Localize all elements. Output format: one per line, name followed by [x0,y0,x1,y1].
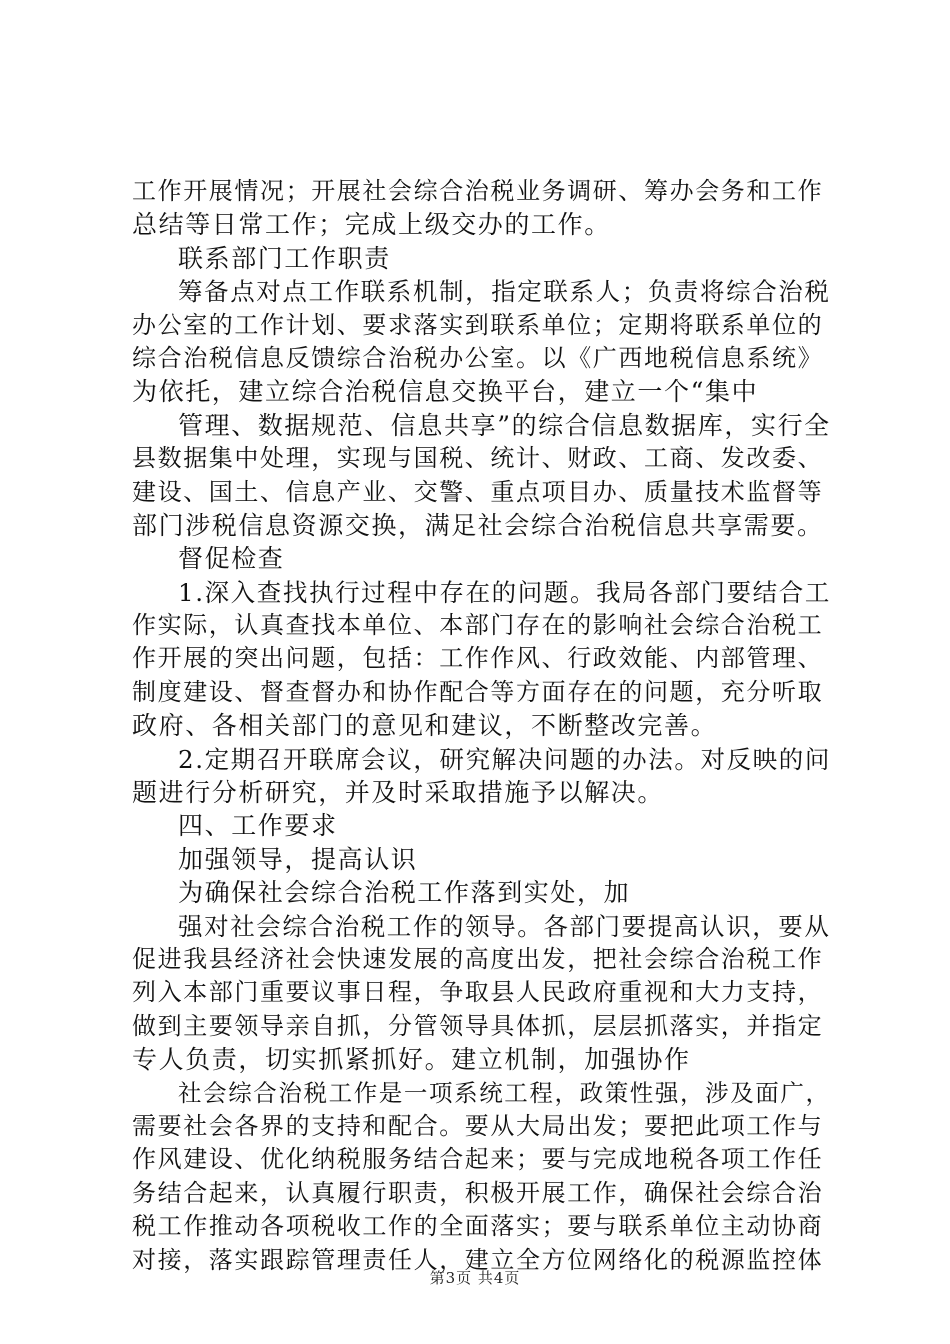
text-line: 需要社会各界的支持和配合。要从大局出发；要把此项工作与 [132,1111,824,1140]
text-line: 对接，落实跟踪管理责任人，建立全方位网络化的税源监控体 [132,1245,824,1274]
text-line: 办公室的工作计划、要求落实到联系单位；定期将联系单位的 [132,310,824,339]
text-line: 县数据集中处理，实现与国税、统计、财政、工商、发改委、 [132,444,824,473]
section-heading: 四、工作要求 [178,811,338,841]
text-line: 综合治税信息反馈综合治税办公室。以《广西地税信息系统》 [132,343,824,372]
text-line: 作实际，认真查找本单位、本部门存在的影响社会综合治税工 [132,611,824,640]
text-line: 强对社会综合治税工作的领导。各部门要提高认识，要从 [178,911,831,941]
text-line: 做到主要领导亲自抓，分管领导具体抓，层层抓落实，并指定 [132,1011,824,1040]
section-heading: 督促检查 [178,544,285,574]
text-line: 总结等日常工作；完成上级交办的工作。 [132,210,611,240]
text-line: 税工作推动各项税收工作的全面落实；要与联系单位主动协商 [132,1212,824,1241]
text-line: 政府、各相关部门的意见和建议，不断整改完善。 [132,711,718,741]
text-line: 作开展的突出问题，包括：工作作风、行政效能、内部管理、 [132,644,824,673]
text-line: 管理、数据规范、信息共享”的综合信息数据库，实行全 [178,410,831,440]
text-line: 工作开展情况；开展社会综合治税业务调研、筹办会务和工作 [132,177,824,205]
text-line: 建设、国土、信息产业、交警、重点项目办、质量技术监督等 [132,477,824,506]
text-line: 制度建设、督查督办和协作配合等方面存在的问题，充分听取 [132,677,824,706]
text-line: 社会综合治税工作是一项系统工程，政策性强，涉及面广， [178,1078,831,1107]
text-line: 为确保社会综合治税工作落到实处，加 [178,878,631,908]
page-number-footer: 第3页 共4页 [429,1269,521,1287]
text-line: 促进我县经济社会快速发展的高度出发，把社会综合治税工作 [132,944,824,973]
section-heading: 联系部门工作职责 [178,243,391,273]
text-line: 作风建设、优化纳税服务结合起来；要与完成地税各项工作任 [132,1145,824,1174]
text-line: 筹备点对点工作联系机制，指定联系人；负责将综合治税 [178,277,831,307]
document-body [132,175,832,1277]
text-line: 务结合起来，认真履行职责，积极开展工作，确保社会综合治 [132,1178,824,1207]
text-line: 列入本部门重要议事日程，争取县人民政府重视和大力支持， [132,978,824,1007]
text-line: 1.深入查找执行过程中存在的问题。我局各部门要结合工 [178,577,831,607]
section-heading: 加强领导，提高认识 [178,844,418,874]
text-line: 专人负责，切实抓紧抓好。建立机制，加强协作 [132,1045,691,1075]
text-line: 为依托，建立综合治税信息交换平台，建立一个“集中 [132,377,759,407]
text-line: 题进行分析研究，并及时采取措施予以解决。 [132,778,665,808]
text-line: 2.定期召开联席会议，研究解决问题的办法。对反映的问 [178,744,831,774]
text-line: 部门涉税信息资源交换，满足社会综合治税信息共享需要。 [132,510,824,540]
